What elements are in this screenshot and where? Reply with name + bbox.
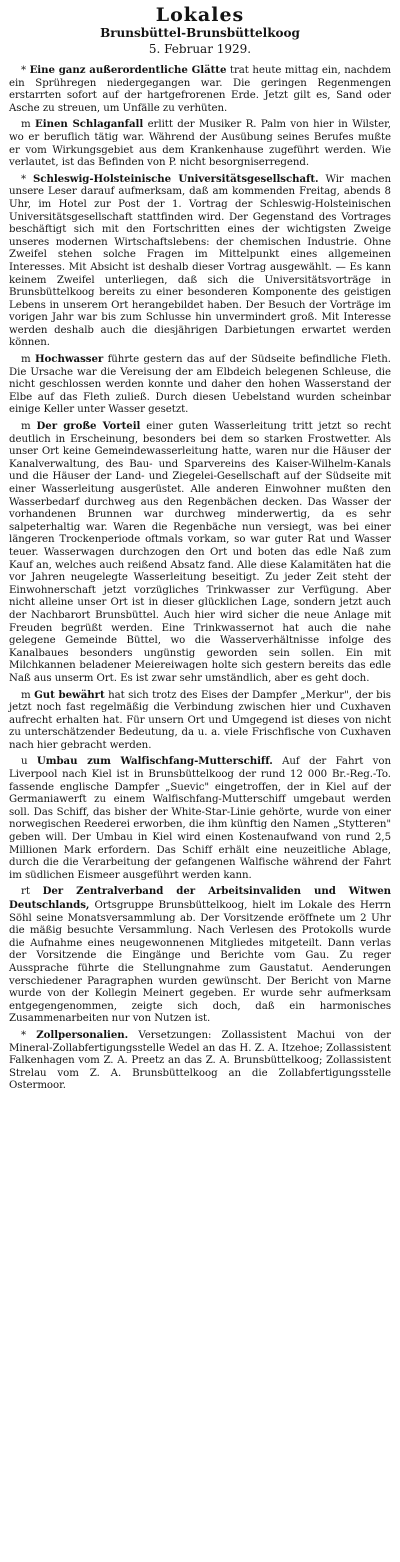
article-headline: Eine ganz außerordentliche Glätte	[29, 64, 227, 76]
article-walfischfang	[9, 755, 391, 882]
article-zollpersonalien	[9, 1029, 391, 1093]
article-body: einer guten Wasserleitung tritt jetzt so recht deutlich in Erscheinung, besonders bei dem so starken Frostwetter. Als unser Ort keine Gemeindewasserleitung hatte, waren nur die Häuser der Kanalverwaltung, des Bau- und Sparvereins des Kaiser-Wilhelm-Kanals und die Häuser der Land- und Ziegelei-Gesellschaft auf der Südseite mit einer Wasserleitung ausgerüstet. Alle anderen Einwohner mußten den Wasserbedarf durchweg aus den Regenbächen decken. Das Wasser der vorhandenen Brunnen war durchweg minderwertig, da es sehr salpeterhaltig war. Waren die Regenbäche nun versiegt, was bei einer längeren Trockenperiode oftmals vorkam, so war guter Rat und Wasser teuer. Wasserwagen durchzogen den Ort und boten das edle Naß zum Kauf an, welches auch reißend Absatz fand. Alle diese Kalamitäten hat die vor Jahren neugelegte Wasserleitung beseitigt. Zu jeder Zeit steht der Einwohnerschaft jetzt vorzügliches Trinkwasser zur Verfügung. Aber nicht alleine unser Ort ist in dieser glücklichen Lage, sondern jetzt auch der Nachbarort Brunsbüttel. Auch hier wird sicher die neue Anlage mit Freuden begrüßt werden. Eine Trinkwassernot hat auch die nahe gelegene Gemeinde Büttel, wo die Wasserverhältnisse infolge des Kanalbaues besonders ungünstig geworden sein sollen. Ein mit Milchkannen beladener Meiereiwagen holte sich gestern bereits das edle Naß aus unserm Ort. Es ist zwar sehr umständlich, aber es geht doch.	[9, 421, 391, 684]
article-headline: Umbau zum Walfischfang-Mutterschiff.	[36, 755, 273, 768]
article-body: Wir machen unsere Leser darauf aufmerksam, daß am kommenden Freitag, abends 8 Uhr, im Hotel zur Post der 1. Vortrag der Schleswig-Holsteinischen Universitätsgesellschaft stattfinden wird. Der Gegenstand des Vortrages beschäftigt sich mit den Fortschritten eines der wichtigsten Zweige unseres modernen Wirtschaftslebens: der chemischen Industrie. Ohne Zweifel stehen solche Fragen im Mittelpunkt eines allgemeinen Interesses. Mit Absicht ist deshalb dieser Vortrag ausgewählt. — Es kann keinem Zweifel unterliegen, daß sich die Universitätsvorträge in Brunsbüttelkoog bereits zu einer besonderen Komponente des geistigen Lebens in unserem Ort herangebildet haben. Der Besuch der Vorträge im vorigen Jahr war bis zum Schlusse hin unvermindert groß. Mit Interesse werden deshalb auch die diesjährigen Darbietungen erwartet werden können.	[9, 173, 391, 349]
issue-date: 5. Februar 1929.	[148, 42, 252, 56]
article-marker: *	[21, 65, 27, 76]
article-body: hat sich trotz des Eises der Dampfer „Merkur", der bis jetzt noch fast regelmäßig die Verbindung zwischen hier und Cuxhaven aufrecht erhalten hat. Für unsern Ort und Umgegend ist dieses von nicht zu unterschätzender Bedeutung, da u. a. viele Frischfische von Cuxhaven nach hier gebracht werden.	[9, 689, 391, 751]
article-universitaetsgesellschaft	[9, 173, 391, 350]
article-hochwasser	[9, 353, 391, 417]
article-headline: Der Zentralverband der Arbeitsinvaliden und Witwen Deutschlands,	[9, 885, 391, 911]
article-headline: Zollpersonalien.	[36, 1028, 129, 1041]
section-subtitle: Brunsbüttel-Brunsbüttelkoog	[100, 26, 300, 40]
article-wasserleitung	[9, 420, 391, 685]
article-headline: Schleswig-Holsteinische Universitätsgesellschaft.	[33, 172, 319, 185]
article-marker: m	[21, 421, 31, 433]
masthead	[9, 4, 391, 58]
article-marker: m	[21, 119, 31, 131]
article-headline: Gut bewährt	[34, 688, 105, 701]
article-body: Auf der Fahrt von Liverpool nach Kiel ist in Brunsbüttelkoog der rund 12 000 Br.-Reg.-To. fassende englische Dampfer „Suevic" eingetroffen, der in Kiel auf der Germaniawerft zu einem Walfischfang-Mutterschiff umgebaut werden soll. Das Schiff, das bisher der White-Star-Linie gehörte, wurde von einer norwegischen Reederei erworben, die ihm künftig den Namen „Stytteren" geben will. Der Umbau in Kiel wird einen Kostenaufwand von rund 2,5 Millionen Mark erfordern. Das Schiff erhält eine neuzeitliche Ablage, durch die die Verarbeitung der gefangenen Walfische während der Fahrt im südlichen Eismeer ausgeführt werden kann.	[9, 756, 391, 881]
article-body: Versetzungen: Zollassistent Machui von der Mineral-Zollabfertigungsstelle Wedel an das H. Z. A. Itzehoe; Zollassistent Falkenhagen vom Z. A. Preetz an das Z. A. Brunsbüttelkoog; Zollassistent Strelau vom Z. A. Brunsbüttelkoog an die Zollabfertigungsstelle Ostermoor.	[9, 1029, 391, 1092]
article-body: führte gestern das auf der Südseite befindliche Fleth. Die Ursache war die Vereisung der am Elbdeich belegenen Schleuse, die nicht geschlossen werden konnte und daher den hohen Wasserstand der Elbe auf das Fleth zuließ. Durch diesen Uebelstand wurden scheinbar einige Keller unter Wasser gesetzt.	[9, 354, 391, 416]
article-marker: m	[21, 354, 31, 366]
article-headline: Hochwasser	[34, 353, 104, 366]
article-glaette	[9, 64, 391, 115]
article-body: erlitt der Musiker R. Palm von hier in Wilster, wo er beruflich tätig war. Während der Ausübung seines Berufes mußte er vom Wirkungsgebiet aus dem Krankenhause zugeführt werden. Wie verlautet, ist das Befinden von P. nicht besorgniserregend.	[9, 119, 391, 169]
article-headline: Der große Vorteil	[36, 420, 141, 433]
article-marker: u	[21, 756, 28, 768]
article-schlaganfall	[9, 118, 391, 169]
article-headline: Einen Schlaganfall	[35, 118, 144, 131]
article-marker: *	[21, 1029, 27, 1041]
article-marker: m	[21, 689, 31, 701]
article-marker: rt	[21, 886, 30, 898]
article-body: trat heute mittag ein, nachdem ein Sprühregen niedergegangen war. Die geringen Regenmengen erstarrten sofort auf der hartgefrorenen Erde. Jetzt gilt es, Sand oder Asche zu streuen, um Unfälle zu verhüten.	[9, 65, 391, 114]
article-marker: *	[21, 173, 27, 185]
article-dampfer-merkur	[9, 689, 391, 753]
article-zentralverband	[9, 885, 391, 1026]
article-body: Ortsgruppe Brunsbüttelkoog, hielt im Lokale des Herrn Söhl seine Monatsversammlung ab. Der Vorsitzende eröffnete um 2 Uhr die mäßig besuchte Versammlung. Nach Verlesen des Protokolls wurde die Aufnahme eines neugewonnenen Mitgliedes mitgeteilt. Dann verlas der Vorsitzende die Eingänge und Berichte vom Gau. Zu reger Aussprache führte die Stellungnahme zum Gaustatut. Aenderungen verschiedener Paragraphen wurden gewünscht. Der Bericht von Marne wurde von der Kollegin Meinert gegeben. Er wurde sehr aufmerksam entgegengenommen, zeigte sich doch, daß ein harmonisches Zusammenarbeiten nur von Nutzen ist.	[9, 900, 391, 1025]
section-title: Lokales	[155, 4, 245, 26]
